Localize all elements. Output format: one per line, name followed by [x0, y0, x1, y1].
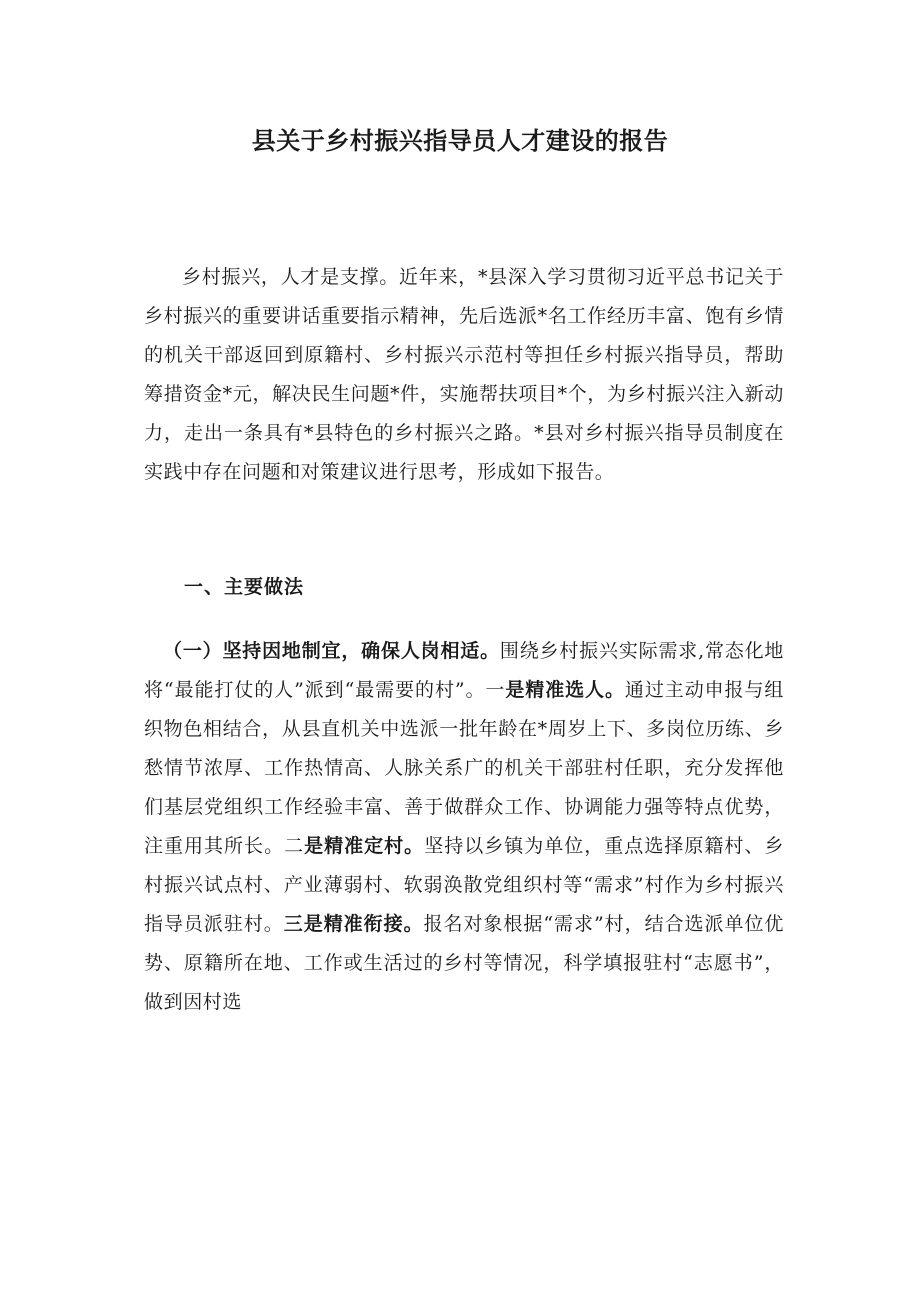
- bold-phrase: 三是精准衔接。: [283, 913, 424, 935]
- subsection-paragraph: [144, 632, 784, 1022]
- paragraph-text: 通过主动申报与组织物色相结合，从县直机关中选派一批年龄在*周岁上下、多岗位历练、乡愁情节浓厚、工作热情高、人脉关系广的机关干部驻村任职，充分发挥他们基层党组织工作经验丰富、善于做群众工作、协调能力强等特点优势，注重用其所长。二: [144, 679, 784, 857]
- paragraph-text: 报名对象根据“需求”村，结合选派单位优势、原籍所在地、工作或生活过的乡村等情况，科学填报驻村“志愿书”，做到因村选: [144, 913, 785, 1013]
- paragraph-text: 坚持以乡镇为单位，重点选择原籍村、乡村振兴试点村、产业薄弱村、软弱涣散党组织村等“需求”村作为乡村振兴指导员派驻村。: [144, 835, 784, 935]
- bold-phrase: 是精准定村。: [304, 835, 425, 857]
- intro-paragraph: 乡村振兴，人才是支撑。近年来，*县深入学习贯彻习近平总书记关于乡村振兴的重要讲话重要指示精神，先后选派*名工作经历丰富、饱有乡情的机关干部返回到原籍村、乡村振兴示范村等担任乡村振兴指导员，帮助筹措资金*元，解决民生问题*件，实施帮扶项目*个，为乡村振兴注入新动力，走出一条具有*县特色的乡村振兴之路。*县对乡村振兴指导员制度在实践中存在问题和对策建议进行思考，形成如下报告。: [144, 266, 784, 483]
- bold-phrase: 是精准选人。: [505, 679, 625, 701]
- section-heading: 一、主要做法: [184, 576, 305, 598]
- document-title: 县关于乡村振兴指导员人才建设的报告: [251, 127, 669, 155]
- subsection-heading: （一）坚持因地制宜，确保人岗相适。: [163, 640, 500, 662]
- paragraph-text: 围绕乡村振兴实际需求,常态化地将“最能打仗的人”派到“最需要的村”。一: [144, 640, 784, 701]
